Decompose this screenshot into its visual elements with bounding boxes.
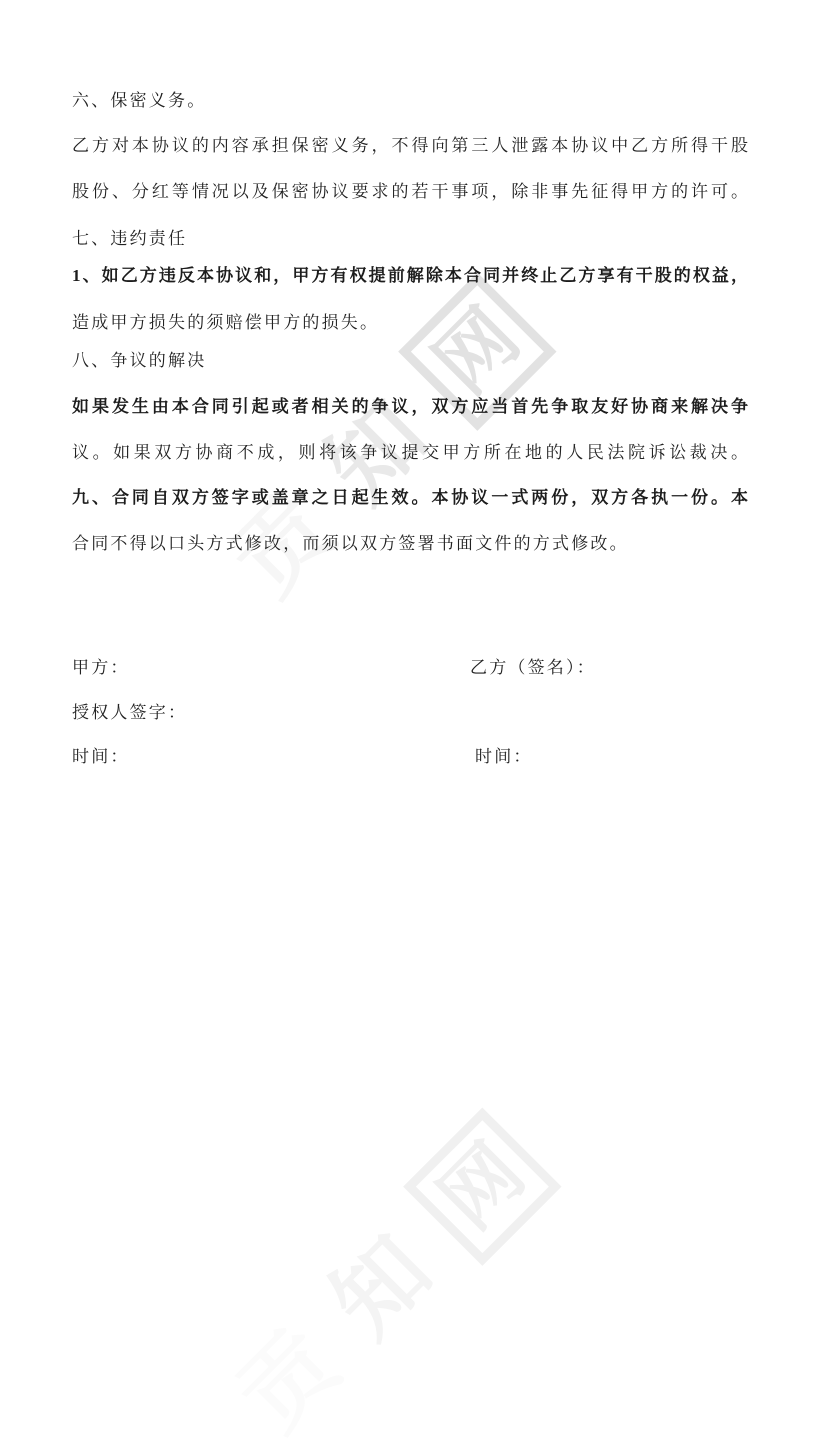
section-8-heading: 八、争议的解决	[72, 351, 207, 370]
watermark-char-first: 贡	[220, 1311, 358, 1450]
watermark-char-second: 知	[313, 1218, 451, 1356]
section-7-heading: 七、违约责任	[72, 229, 188, 248]
party-a-signature-label: 甲方：	[72, 658, 130, 677]
watermark-char-boxed: 网	[423, 1127, 541, 1245]
para-confidentiality-line-1: 乙方对本协议的内容承担保密义务，不得向第三人泄露本协议中乙方所得干股	[72, 136, 748, 155]
time-label-party-b: 时间：	[475, 747, 533, 766]
time-label-party-a: 时间：	[72, 747, 130, 766]
para-breach-line-1: 1、如乙方违反本协议和，甲方有权提前解除本合同并终止乙方享有干股的权益，	[72, 266, 748, 285]
para-confidentiality-line-2: 股份、分红等情况以及保密协议要求的若干事项，除非事先征得甲方的许可。	[72, 182, 748, 201]
section-9-line-2: 合同不得以口头方式修改，而须以双方签署书面文件的方式修改。	[72, 534, 629, 553]
para-breach-line-2: 造成甲方损失的须赔偿甲方的损失。	[72, 313, 380, 332]
section-9-line-1: 九、合同自双方签字或盖章之日起生效。本协议一式两份，双方各执一份。本	[72, 488, 748, 507]
para-dispute-line-1: 如果发生由本合同引起或者相关的争议，双方应当首先争取友好协商来解决争	[72, 397, 748, 416]
watermark-char-second: 知	[308, 383, 446, 521]
watermark-char-first: 贡	[215, 476, 353, 615]
party-b-signature-label: 乙方（签名）：	[470, 658, 596, 677]
watermark-net-logo	[403, 1107, 561, 1265]
authorized-signer-label: 授权人签字：	[72, 703, 188, 722]
watermark-char-boxed: 网	[418, 292, 536, 410]
para-dispute-line-2: 议。如果双方协商不成，则将该争议提交甲方所在地的人民法院诉讼裁决。	[72, 443, 748, 462]
section-6-heading: 六、保密义务。	[72, 91, 207, 110]
watermark-logo-bottom	[216, 1107, 561, 1452]
